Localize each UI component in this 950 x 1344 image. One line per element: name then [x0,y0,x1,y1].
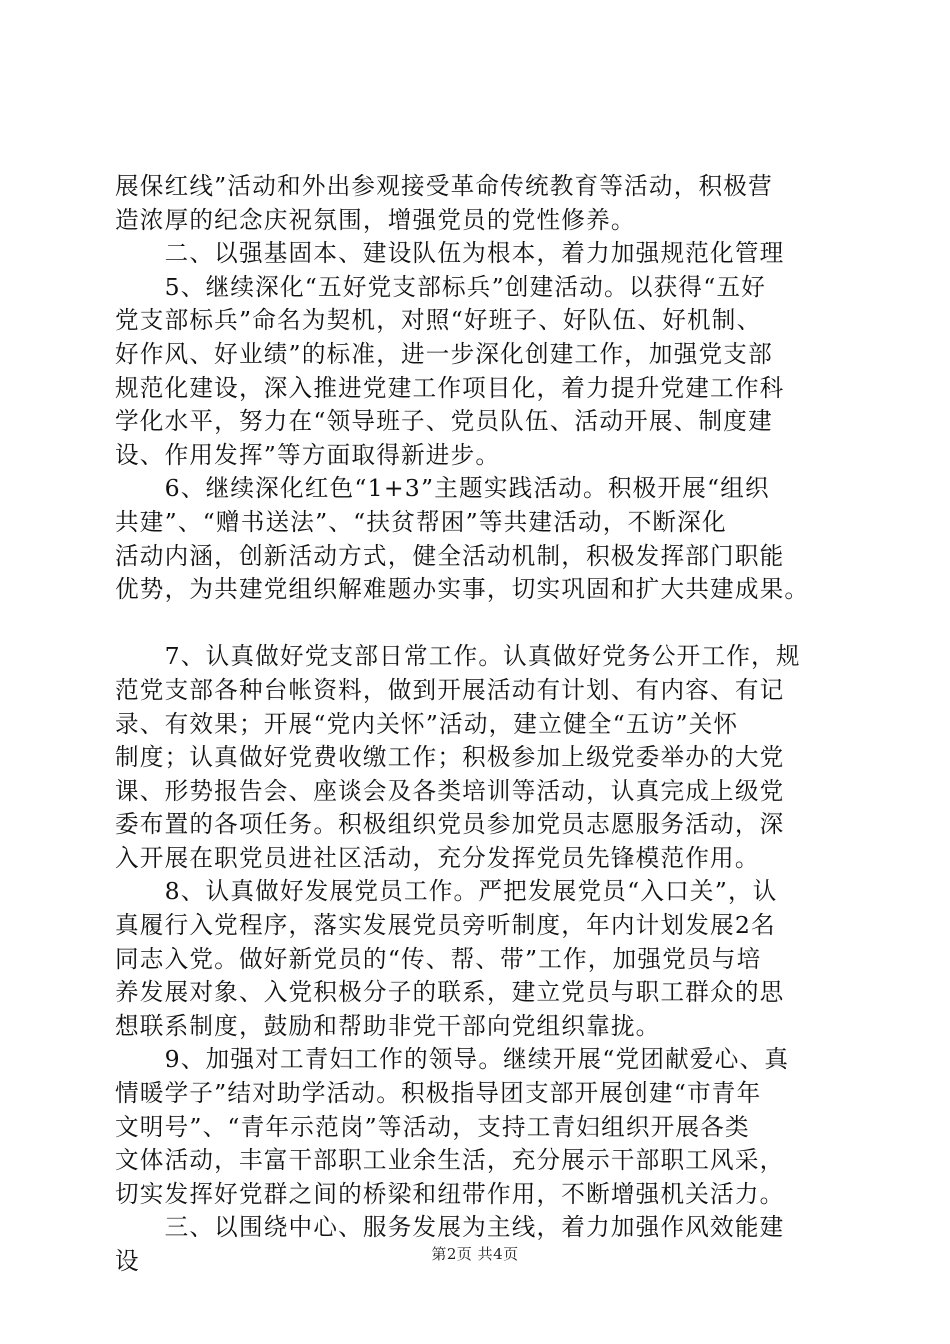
text-line: 制度；认真做好党费收缴工作；积极参加上级党委举办的大党 [115,743,785,772]
text-line: 造浓厚的纪念庆祝氛围，增强党员的党性修养。 [115,205,636,234]
text-line: 共建”、“赠书送法”、“扶贫帮困”等共建活动，不断深化 [115,507,727,536]
text-line: 5、继续深化“五好党支部标兵”创建活动。以获得“五好 [115,272,767,301]
page-number-footer: 第2页 共4页 [431,1245,519,1263]
text-line: 想联系制度，鼓励和帮助非党干部向党组织靠拢。 [115,1011,661,1040]
section-heading: 二、以强基固本、建设队伍为根本，着力加强规范化管理 [115,239,785,268]
text-line: 展保红线”活动和外出参观接受革命传统教育等活动，积极营 [115,172,773,200]
text-line: 养发展对象、入党积极分子的联系，建立党员与职工群众的思 [115,978,785,1007]
text-line: 设、作用发挥”等方面取得新进步。 [115,440,501,469]
text-line: 入开展在职党员进社区活动，充分发挥党员先锋模范作用。 [115,843,760,872]
text-line: 活动内涵，创新活动方式，健全活动机制，积极发挥部门职能 [115,541,785,570]
document-body [115,170,855,1279]
text-line: 文明号”、“青年示范岗”等活动，支持工青妇组织开展各类 [115,1112,750,1141]
blank-line [115,607,855,641]
text-line: 学化水平，努力在“领导班子、党员队伍、活动开展、制度建 [115,407,773,436]
text-line: 同志入党。做好新党员的“传、帮、带”工作，加强党员与培 [115,944,762,973]
text-line: 录、有效果；开展“党内关怀”活动，建立健全“五访”关怀 [115,709,739,738]
text-line: 优势，为共建党组织解难题办实事，切实巩固和扩大共建成果。 [115,575,810,604]
text-line: 切实发挥好党群之间的桥梁和纽带作用，不断增强机关活力。 [115,1179,785,1208]
text-line: 7、认真做好党支部日常工作。认真做好党务公开工作，规 [115,642,801,671]
text-line: 规范化建设，深入推进党建工作项目化，着力提升党建工作科 [115,373,785,402]
text-line: 委布置的各项任务。积极组织党员参加党员志愿服务活动，深 [115,810,785,839]
text-line: 6、继续深化红色“1+3”主题实践活动。积极开展“组织 [115,474,770,503]
section-heading: 三、以围绕中心、服务发展为主线，着力加强作风效能建 [115,1213,785,1242]
text-line: 8、认真做好发展党员工作。严把发展党员“入口关”，认 [115,877,778,906]
text-line: 情暖学子”结对助学活动。积极指导团支部开展创建“市青年 [115,1079,762,1108]
section-heading-continuation: 设 [115,1247,140,1275]
text-line: 课、形势报告会、座谈会及各类培训等活动，认真完成上级党 [115,776,785,805]
text-line: 真履行入党程序，落实发展党员旁听制度，年内计划发展2名 [115,911,776,940]
text-line: 党支部标兵”命名为契机，对照“好班子、好队伍、好机制、 [115,306,762,335]
text-line: 文体活动，丰富干部职工业余生活，充分展示干部职工风采， [115,1146,785,1175]
text-line: 范党支部各种台帐资料，做到开展活动有计划、有内容、有记 [115,675,785,704]
text-line: 好作风、好业绩”的标准，进一步深化创建工作，加强党支部 [115,339,773,368]
text-line: 9、加强对工青妇工作的领导。继续开展“党团献爱心、真 [115,1045,790,1074]
